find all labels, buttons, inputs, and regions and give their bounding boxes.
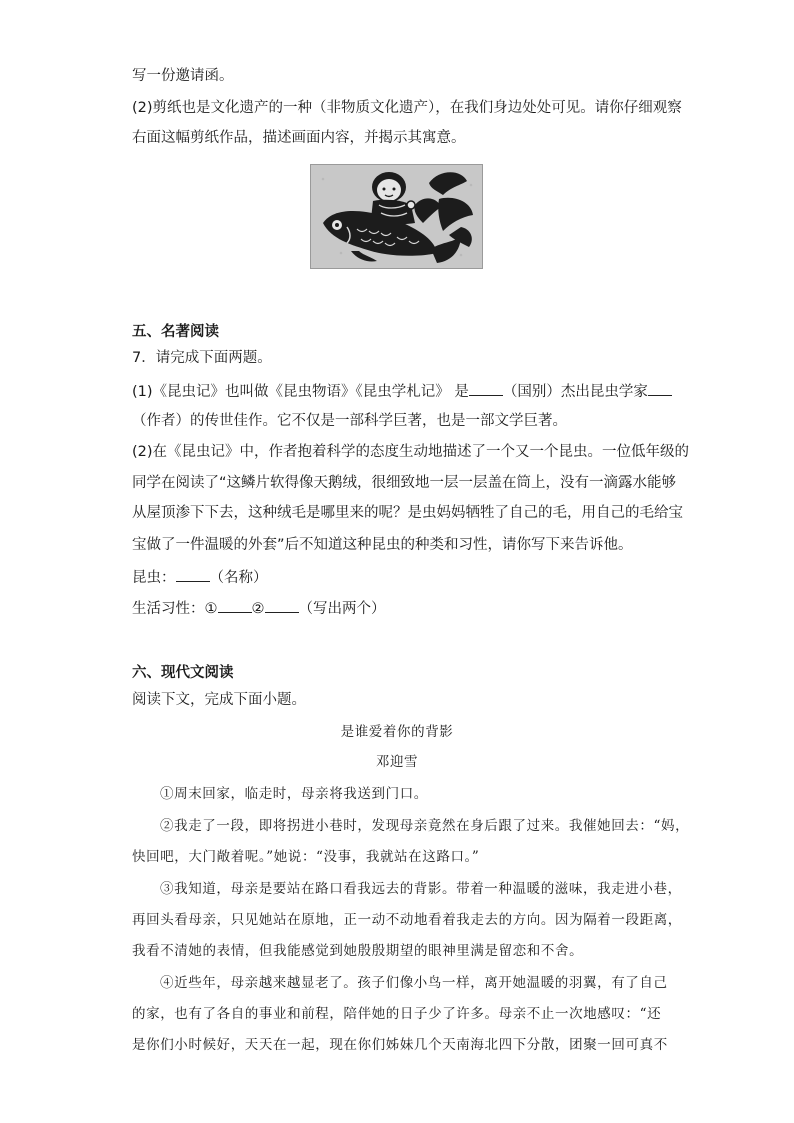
- habits-label: 生活习性：①: [132, 601, 218, 617]
- answer-blank-author[interactable]: [648, 381, 672, 396]
- paragraph-2-line1: ②我走了一段，即将拐进小巷时，发现母亲竟然在身后跟了过来。我催她回去：“妈，: [160, 818, 690, 834]
- q1-text-a: (1)《昆虫记》也叫做《昆虫物语》《昆虫学札记》 是: [132, 384, 469, 400]
- reading-instruction: 阅读下文，完成下面小题。: [132, 692, 306, 708]
- paragraph-4-line1: ④近些年，母亲越来越显老了。孩子们像小鸟一样，离开她温暖的羽翼，有了自己: [160, 975, 668, 991]
- question7-part2-line1: (2)在《昆虫记》中，作者抱着科学的态度生动地描述了一个又一个昆虫。一位低年级的: [132, 444, 690, 460]
- habits-mid: ②: [251, 601, 265, 617]
- question7-part1-line1: [132, 381, 662, 402]
- paragraph-3-line1: ③我知道，母亲是要站在路口看我远去的背影。带着一种温暖的滋味，我走进小巷，: [160, 881, 682, 897]
- paper-cut-question-line2: 右面这幅剪纸作品，描述画面内容，并揭示其寓意。: [132, 130, 466, 146]
- paragraph-3-line3: 我看不清她的表情，但我能感觉到她殷殷期望的眼神里满是留恋和不舍。: [132, 943, 584, 959]
- habits-answer-line: [132, 598, 662, 619]
- invitation-text: 写一份邀请函。: [132, 68, 234, 84]
- question7-part2-line2: 同学在阅读了“这鳞片软得像天鹅绒，很细致地一层一层盖在筒上，没有一滴露水能够: [132, 475, 677, 491]
- paragraph-2-line2: 快回吧，大门敞着呢。”她说：“没事，我就站在这路口。”: [132, 849, 480, 865]
- section6-title: 六、现代文阅读: [132, 665, 234, 681]
- question7-part1-line2: （作者）的传世佳作。它不仅是一部科学巨著，也是一部文学巨著。: [132, 413, 567, 429]
- papercut-child-fish-lotus-icon: [311, 165, 482, 268]
- insect-answer-line: [132, 567, 662, 588]
- paragraph-4-line3: 是你们小时候好，天天在一起，现在你们姊妹几个天南海北四下分散，团聚一回可真不: [132, 1037, 668, 1053]
- answer-blank-insect[interactable]: [176, 567, 210, 582]
- answer-blank-country[interactable]: [469, 381, 503, 396]
- paragraph-4-line2: 的家，也有了各自的事业和前程，陪伴她的日子少了许多。母亲不止一次地感叹：“还: [132, 1006, 662, 1022]
- question7-prompt: 7．请完成下面两题。: [132, 350, 272, 366]
- question7-part2-line4: 宝做了一件温暖的外套”后不知道这种昆虫的种类和习性，请你写下来告诉他。: [132, 537, 633, 553]
- article-author: 邓迎雪: [375, 754, 419, 770]
- paragraph-1: ①周末回家，临走时，母亲将我送到门口。: [160, 786, 428, 802]
- habits-hint: （写出两个）: [298, 601, 386, 617]
- article-title: 是谁爱着你的背影: [340, 724, 454, 740]
- answer-blank-habit1[interactable]: [218, 598, 252, 613]
- answer-blank-habit2[interactable]: [265, 598, 299, 613]
- section5-title: 五、名著阅读: [132, 324, 219, 340]
- paragraph-3-line2: 再回头看母亲，只见她站在原地，正一动不动地看着我走去的方向。因为隔着一段距离，: [132, 912, 682, 928]
- question7-part2-line3: 从屋顶渗下下去，这种绒毛是哪里来的呢？是虫妈妈牺牲了自己的毛，用自己的毛给宝: [132, 505, 683, 521]
- insect-hint: （名称）: [209, 570, 268, 586]
- paper-cut-question-line1: (2)剪纸也是文化遗产的一种（非物质文化遗产），在我们身边处处可见。请你仔细观察: [132, 100, 682, 116]
- insect-label: 昆虫：: [132, 570, 176, 586]
- q1-text-b: （国别）杰出昆虫学家: [502, 384, 648, 400]
- papercut-image: [310, 164, 483, 269]
